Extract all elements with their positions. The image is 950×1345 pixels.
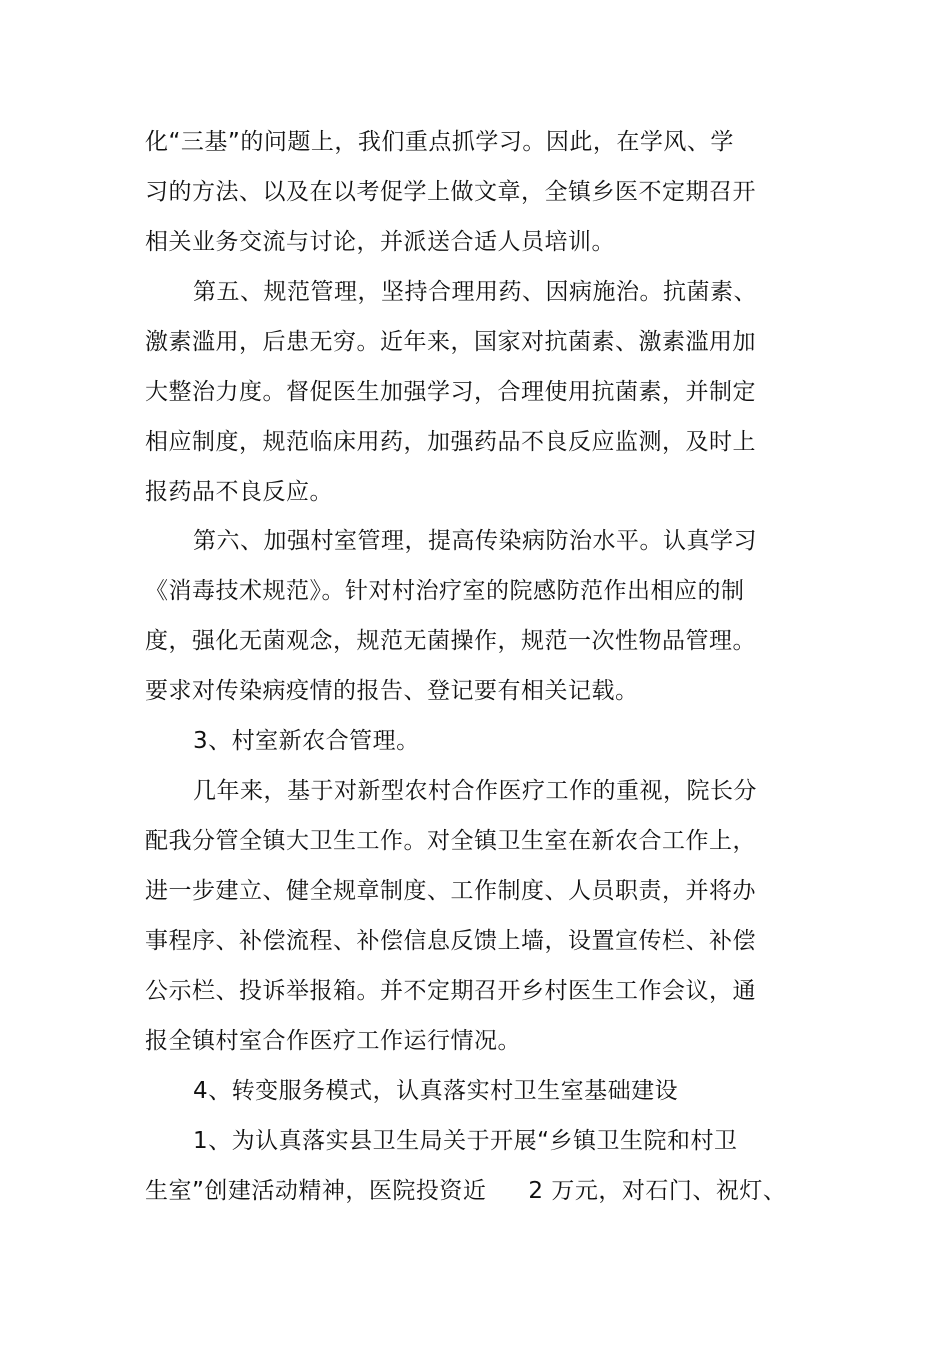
text-line: 化“三基”的问题上，我们重点抓学习。因此，在学风、学	[145, 129, 734, 155]
text-line: 要求对传染病疫情的报告、登记要有相关记载。	[145, 678, 639, 704]
text-line: 公示栏、投诉举报箱。并不定期召开乡村医生工作会议，通	[145, 978, 756, 1004]
paragraph-start-line: 1、为认真落实县卫生局关于开展“乡镇卫生院和村卫	[193, 1128, 738, 1154]
text-line: 相应制度，规范临床用药，加强药品不良反应监测，及时上	[145, 429, 756, 455]
text-line: 大整治力度。督促医生加强学习，合理使用抗菌素，并制定	[145, 379, 756, 405]
text-line: 报药品不良反应。	[145, 479, 333, 505]
text-line: 《消毒技术规范》。针对村治疗室的院感防范作出相应的制	[145, 578, 745, 604]
text-line: 度，强化无菌观念，规范无菌操作，规范一次性物品管理。	[145, 628, 756, 654]
section-heading: 4、转变服务模式，认真落实村卫生室基础建设	[193, 1078, 679, 1104]
text-line: 相关业务交流与讨论，并派送合适人员培训。	[145, 229, 615, 255]
paragraph-start-line: 几年来，基于对新型农村合作医疗工作的重视，院长分	[193, 778, 757, 804]
paragraph-start-line: 第五、规范管理，坚持合理用药、因病施治。抗菌素、	[193, 279, 757, 305]
paragraph-start-line: 第六、加强村室管理，提高传染病防治水平。认真学习	[193, 528, 757, 554]
text-line: 配我分管全镇大卫生工作。对全镇卫生室在新农合工作上，	[145, 828, 756, 854]
section-heading: 3、村室新农合管理。	[193, 728, 420, 754]
text-line: 事程序、补偿流程、补偿信息反馈上墙，设置宣传栏、补偿	[145, 928, 756, 954]
text-segment: 生室”创建活动精神，医院投资近	[145, 1178, 487, 1204]
text-line	[145, 1176, 786, 1206]
text-line: 报全镇村室合作医疗工作运行情况。	[145, 1028, 521, 1054]
text-segment: 2 万元，对石门、祝灯、	[528, 1178, 787, 1204]
text-line: 激素滥用，后患无穷。近年来，国家对抗菌素、激素滥用加	[145, 329, 756, 355]
text-line: 进一步建立、健全规章制度、工作制度、人员职责，并将办	[145, 878, 756, 904]
text-line: 习的方法、以及在以考促学上做文章，全镇乡医不定期召开	[145, 179, 756, 205]
